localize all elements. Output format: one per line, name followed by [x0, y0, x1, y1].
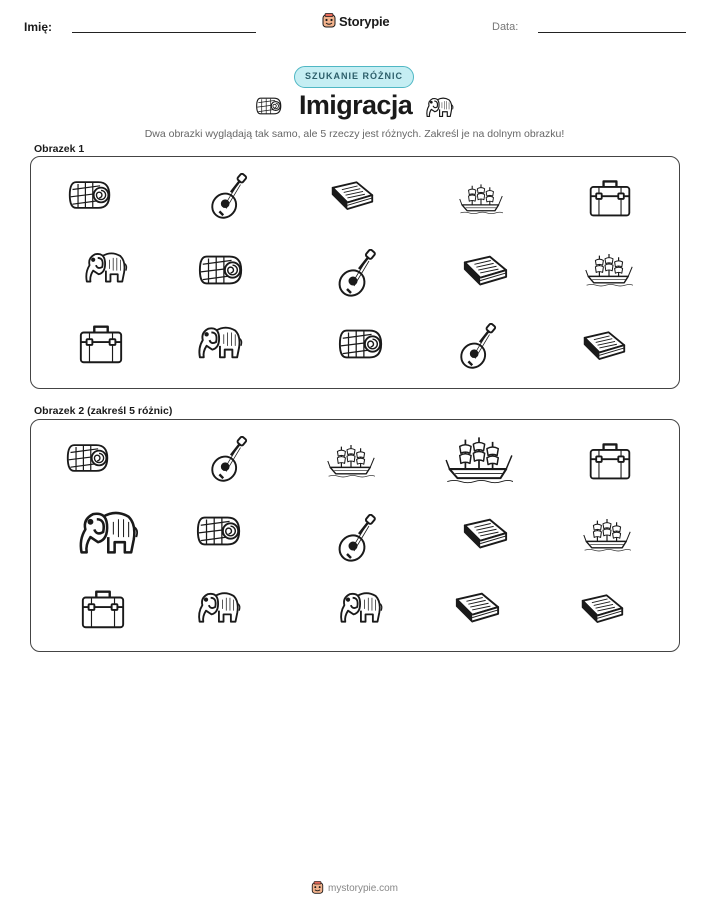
suitcase-icon[interactable] [587, 438, 633, 484]
page-title: Imigracja [299, 90, 413, 120]
footer [0, 881, 709, 895]
mandolin-icon[interactable] [209, 436, 249, 484]
ship-icon [585, 249, 633, 291]
footer-site: mystorypie.com [327, 882, 398, 894]
name-label: Imię: [24, 20, 53, 34]
book-icon[interactable] [453, 588, 501, 630]
elephant-icon[interactable] [73, 504, 141, 560]
activity-badge: SZUKANIE RÓŻNIC [294, 66, 414, 88]
elephant-icon [195, 321, 243, 363]
suitcase-icon[interactable] [79, 586, 127, 632]
suitcase-icon [77, 321, 125, 367]
picture2-panel[interactable] [30, 419, 680, 652]
storypie-logo-icon [322, 13, 336, 29]
mandolin-icon [337, 249, 377, 299]
elephant-icon [81, 247, 129, 287]
elephant-icon[interactable] [337, 586, 383, 628]
bedroll-icon [67, 175, 113, 215]
ship-icon [459, 177, 503, 221]
book-icon [329, 177, 375, 217]
suitcase-icon [587, 175, 633, 221]
ship-icon[interactable] [327, 440, 375, 482]
date-field[interactable] [538, 32, 686, 33]
brand [322, 13, 389, 29]
mandolin-icon[interactable] [337, 514, 377, 564]
book-icon [461, 251, 509, 293]
name-field[interactable] [72, 32, 256, 33]
storypie-logo-icon [311, 881, 324, 895]
bedroll-icon[interactable] [195, 510, 243, 552]
book-icon [581, 327, 627, 367]
book-icon[interactable] [579, 590, 625, 630]
picture1-label: Obrazek 1 [34, 143, 85, 155]
mandolin-icon [209, 173, 249, 221]
picture2-label: Obrazek 2 (zakreśl 5 różnic) [34, 405, 173, 417]
elephant-icon[interactable] [195, 586, 241, 628]
title-row [0, 90, 709, 124]
date-label: Data: [492, 21, 519, 33]
ship-icon[interactable] [583, 514, 631, 556]
bedroll-icon [337, 323, 385, 365]
elephant-icon [424, 94, 454, 120]
bedroll-icon [255, 93, 283, 119]
mandolin-icon [455, 323, 501, 371]
bedroll-icon [197, 249, 245, 291]
instructions: Dwa obrazki wyglądają tak samo, ale 5 rzeczy jest różnych. Zakreśl je na dolnym obrazku! [144, 128, 565, 140]
ship-icon[interactable] [445, 432, 513, 488]
picture1-panel [30, 156, 680, 389]
brand-name: Storypie [339, 13, 390, 29]
worksheet-header [0, 0, 709, 50]
bedroll-icon[interactable] [65, 438, 111, 478]
book-icon[interactable] [461, 514, 509, 556]
